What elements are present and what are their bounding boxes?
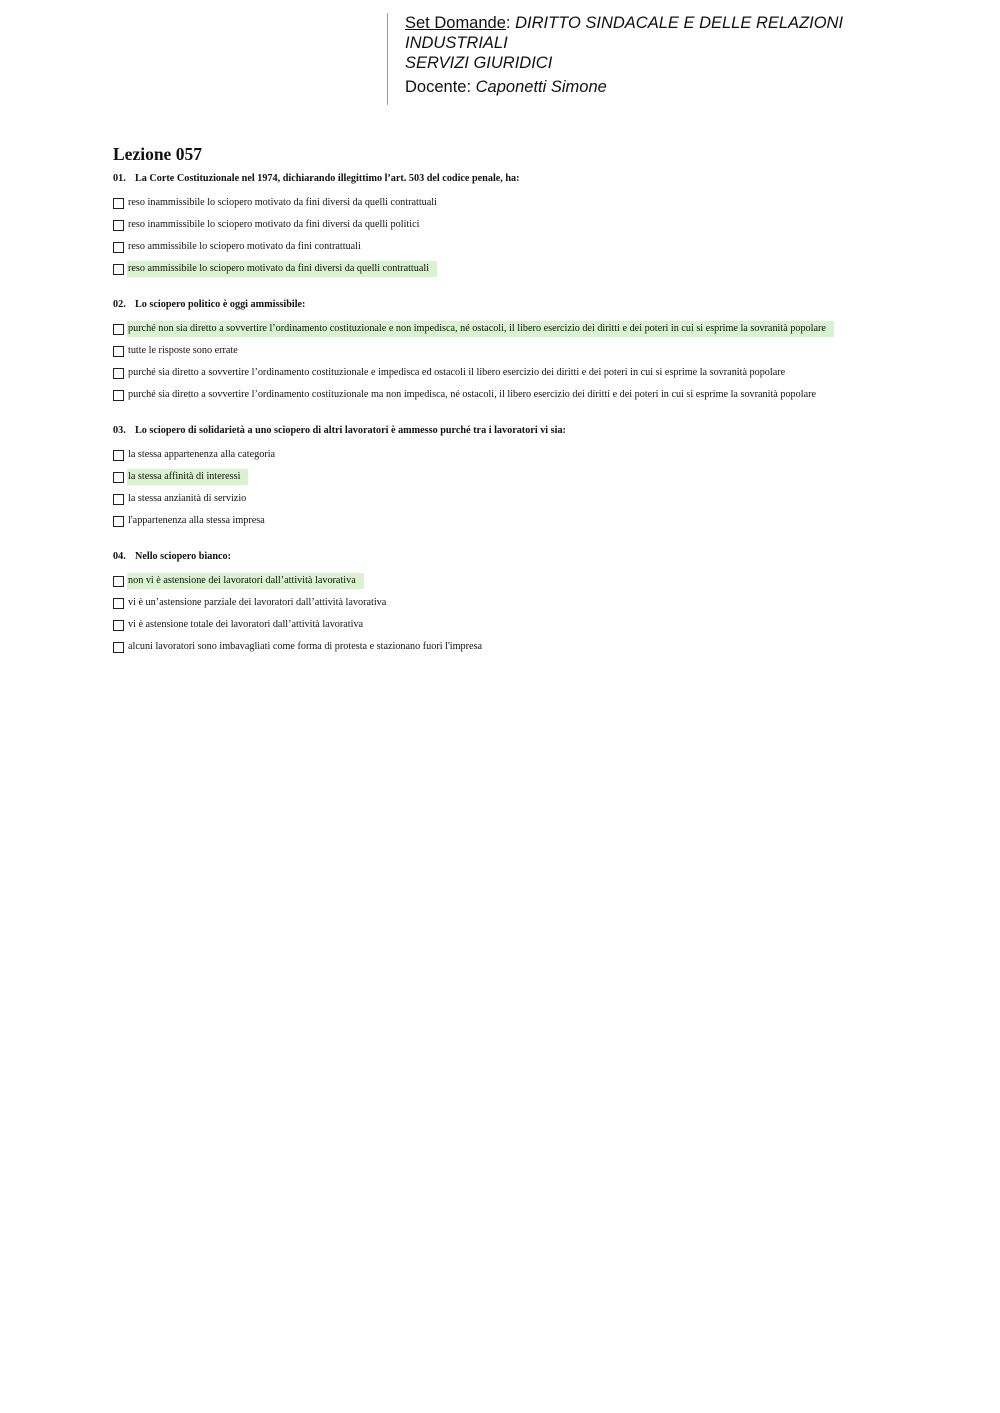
question-number: 02.: [113, 299, 126, 310]
document-header: [387, 13, 887, 105]
answer-text: reso inammissibile lo sciopero motivato da fini diversi da quelli contrattuali: [128, 197, 437, 208]
answer-option[interactable]: [113, 362, 903, 384]
checkbox-icon[interactable]: [113, 324, 124, 335]
answer-text: la stessa anzianità di servizio: [128, 493, 247, 504]
set-colon: :: [505, 14, 511, 32]
answer-option[interactable]: [113, 214, 903, 236]
teacher-line: [405, 77, 887, 97]
checkbox-icon[interactable]: [113, 390, 124, 401]
answer-option-correct[interactable]: [113, 318, 903, 340]
answer-text: tutte le risposte sono errate: [128, 345, 238, 356]
answer-option[interactable]: [113, 510, 903, 532]
answer-text: purché sia diretto a sovvertire l’ordinamento costituzionale e impedisca ed ostacoli il libero esercizio dei diritti e dei poteri in cui si esprime la sovranità popolare: [128, 367, 786, 378]
teacher-label: Docente:: [405, 78, 472, 96]
answer-text: reso ammissibile lo sciopero motivato da fini diversi da quelli contrattuali: [127, 261, 437, 277]
question-label: Lo sciopero di solidarietà a uno sciopero di altri lavoratori è ammesso purché tra i lavoratori vi sia:: [135, 425, 566, 436]
answer-text: l'appartenenza alla stessa impresa: [128, 515, 265, 526]
lesson-title: Lezione 057: [113, 144, 202, 164]
answer-text: purché sia diretto a sovvertire l’ordinamento costituzionale ma non impedisca, né ostacoli, il libero esercizio dei diritti e dei poteri in cui si esprime la sovranità popolare: [128, 389, 817, 400]
checkbox-icon[interactable]: [113, 368, 124, 379]
answer-option-correct[interactable]: [113, 466, 903, 488]
answer-text: reso inammissibile lo sciopero motivato da fini diversi da quelli politici: [128, 219, 420, 230]
question-text: [113, 550, 903, 564]
question-text: [113, 172, 903, 186]
answer-option[interactable]: [113, 384, 903, 406]
checkbox-icon[interactable]: [113, 642, 124, 653]
question-label: Nello sciopero bianco:: [135, 551, 232, 562]
answer-option[interactable]: [113, 340, 903, 362]
answer-option[interactable]: [113, 444, 903, 466]
checkbox-icon[interactable]: [113, 576, 124, 587]
checkbox-icon[interactable]: [113, 516, 124, 527]
answer-text: vi è astensione totale dei lavoratori dall’attività lavorativa: [128, 619, 364, 630]
question-number: 01.: [113, 173, 126, 184]
question-block: [113, 298, 903, 406]
answer-option[interactable]: [113, 614, 903, 636]
teacher-name: Caponetti Simone: [475, 78, 607, 96]
checkbox-icon[interactable]: [113, 242, 124, 253]
answer-text: la stessa affinità di interessi: [127, 469, 248, 485]
question-list: [113, 172, 903, 658]
subject-line: [405, 13, 887, 33]
question-block: [113, 424, 903, 532]
answer-option[interactable]: [113, 592, 903, 614]
question-text: [113, 424, 903, 438]
checkbox-icon[interactable]: [113, 264, 124, 275]
question-label: Lo sciopero politico è oggi ammissibile:: [135, 299, 306, 310]
question-text: [113, 298, 903, 312]
question-label: La Corte Costituzionale nel 1974, dichiarando illegittimo l’art. 503 del codice penale, ha:: [135, 173, 520, 184]
checkbox-icon[interactable]: [113, 620, 124, 631]
answer-text: vi è un’astensione parziale dei lavoratori dall’attività lavorativa: [128, 597, 387, 608]
subject-title-line2: INDUSTRIALI: [405, 34, 508, 52]
checkbox-icon[interactable]: [113, 220, 124, 231]
set-label: Set Domande: [405, 14, 506, 32]
quiz-content: [113, 144, 903, 676]
question-block: [113, 172, 903, 280]
answer-text: la stessa appartenenza alla categoria: [128, 449, 276, 460]
checkbox-icon[interactable]: [113, 450, 124, 461]
answer-option[interactable]: [113, 488, 903, 510]
faculty-name: SERVIZI GIURIDICI: [405, 54, 553, 72]
answer-text: alcuni lavoratori sono imbavagliati come forma di protesta e stazionano fuori l'impresa: [128, 641, 483, 652]
question-number: 04.: [113, 551, 126, 562]
answer-text: purché non sia diretto a sovvertire l’ordinamento costituzionale e non impedisca, né ostacoli, il libero esercizio dei diritti e dei poteri in cui si esprime la sovranità popolare: [127, 321, 834, 337]
checkbox-icon[interactable]: [113, 494, 124, 505]
answer-option[interactable]: [113, 192, 903, 214]
answer-text: reso ammissibile lo sciopero motivato da fini contrattuali: [128, 241, 361, 252]
answer-text: non vi è astensione dei lavoratori dall’attività lavorativa: [127, 573, 364, 589]
checkbox-icon[interactable]: [113, 472, 124, 483]
answer-option-correct[interactable]: [113, 258, 903, 280]
subject-title-line1: DIRITTO SINDACALE E DELLE RELAZIONI: [515, 14, 844, 32]
checkbox-icon[interactable]: [113, 598, 124, 609]
checkbox-icon[interactable]: [113, 198, 124, 209]
question-block: [113, 550, 903, 658]
checkbox-icon[interactable]: [113, 346, 124, 357]
question-number: 03.: [113, 425, 126, 436]
answer-option[interactable]: [113, 236, 903, 258]
answer-option[interactable]: [113, 636, 903, 658]
answer-option-correct[interactable]: [113, 570, 903, 592]
